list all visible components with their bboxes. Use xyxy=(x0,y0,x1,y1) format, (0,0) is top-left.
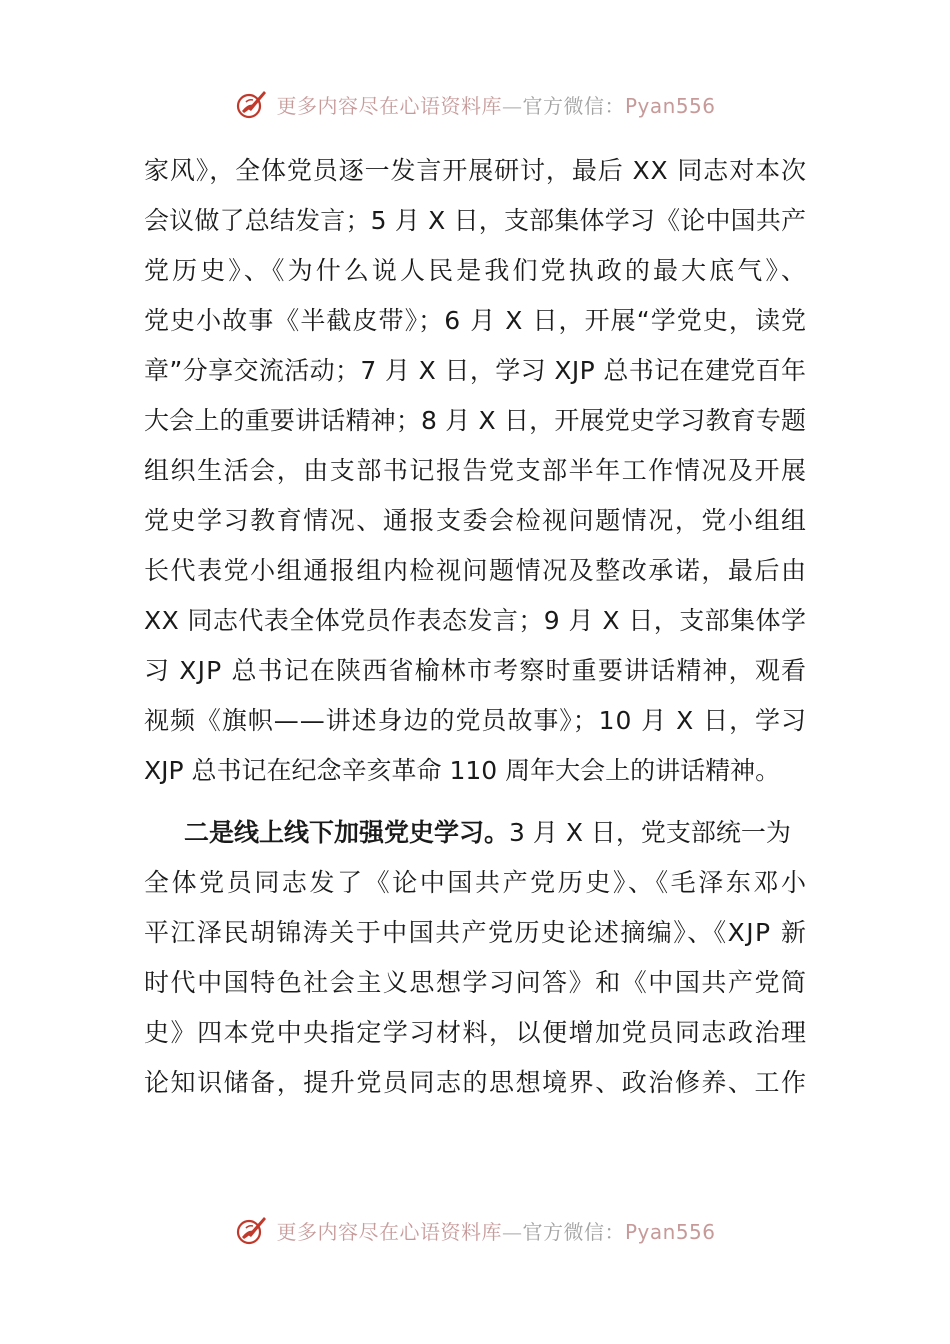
watermark-text: 更多内容尽在心语资料库—官方微信：Pyan556 xyxy=(276,93,716,118)
text-line: 二是线上线下加强党史学习。 3 月 X 日，党支部统一为 xyxy=(144,808,806,858)
text-line: 平江泽民胡锦涛关于中国共产党历史论述摘编》、《XJP 新 xyxy=(144,918,808,947)
text-line: 家风》，全体党员逐一发言开展研讨，最后 XX 同志对本次 xyxy=(144,156,807,185)
paragraph-online-offline-study xyxy=(144,808,809,1108)
watermark-text: 更多内容尽在心语资料库—官方微信：Pyan556 xyxy=(276,1219,716,1244)
text-line: XX 同志代表全体党员作表态发言；9 月 X 日，支部集体学 xyxy=(144,606,807,635)
text-line: 长代表党小组通报组内检视问题情况及整改承诺，最后由 xyxy=(144,556,808,585)
header-watermark xyxy=(0,84,950,124)
text-line: 组织生活会，由支部书记报告党支部半年工作情况及开展 xyxy=(144,456,808,485)
footer-watermark xyxy=(0,1210,950,1250)
text-line: 会议做了总结发言；5 月 X 日，支部集体学习《论中国共产 xyxy=(144,206,807,235)
text-line: 党史小故事《半截皮带》；6 月 X 日，开展“学党史，读党 xyxy=(144,306,808,335)
text-line: 习 XJP 总书记在陕西省榆林市考察时重要讲话精神，观看 xyxy=(144,656,808,685)
text-line: 章”分享交流活动；7 月 X 日，学习 XJP 总书记在建党百年 xyxy=(144,356,807,385)
document-body xyxy=(144,146,810,1108)
text-line: 大会上的重要讲话精神；8 月 X 日，开展党史学习教育专题 xyxy=(144,406,807,435)
text-line: 史》四本党中央指定学习材料，以便增加党员同志政治理 xyxy=(144,1018,808,1047)
text-line: 党史学习教育情况、通报支委会检视问题情况，党小组组 xyxy=(144,506,808,535)
text-line: 论知识储备，提升党员同志的思想境界、政治修养、工作 xyxy=(144,1068,808,1097)
paragraph-meeting-records xyxy=(144,146,810,796)
text-line: 全体党员同志发了《论中国共产党历史》、《毛泽东邓小 xyxy=(144,868,809,897)
pen-logo-icon xyxy=(234,87,268,121)
section-heading: 二是线上线下加强党史学习。 xyxy=(184,818,510,847)
text-line: 党历史》、《为什么说人民是我们党执政的最大底气》、 xyxy=(144,256,810,285)
text-line: XJP 总书记在纪念辛亥革命 110 周年大会上的讲话精神。 xyxy=(144,756,781,785)
text-line: 时代中国特色社会主义思想学习问答》和《中国共产党简 xyxy=(144,968,808,997)
pen-logo-icon xyxy=(234,1213,268,1247)
text-line: 视频《旗帜——讲述身边的党员故事》；10 月 X 日，学习 xyxy=(144,706,807,735)
